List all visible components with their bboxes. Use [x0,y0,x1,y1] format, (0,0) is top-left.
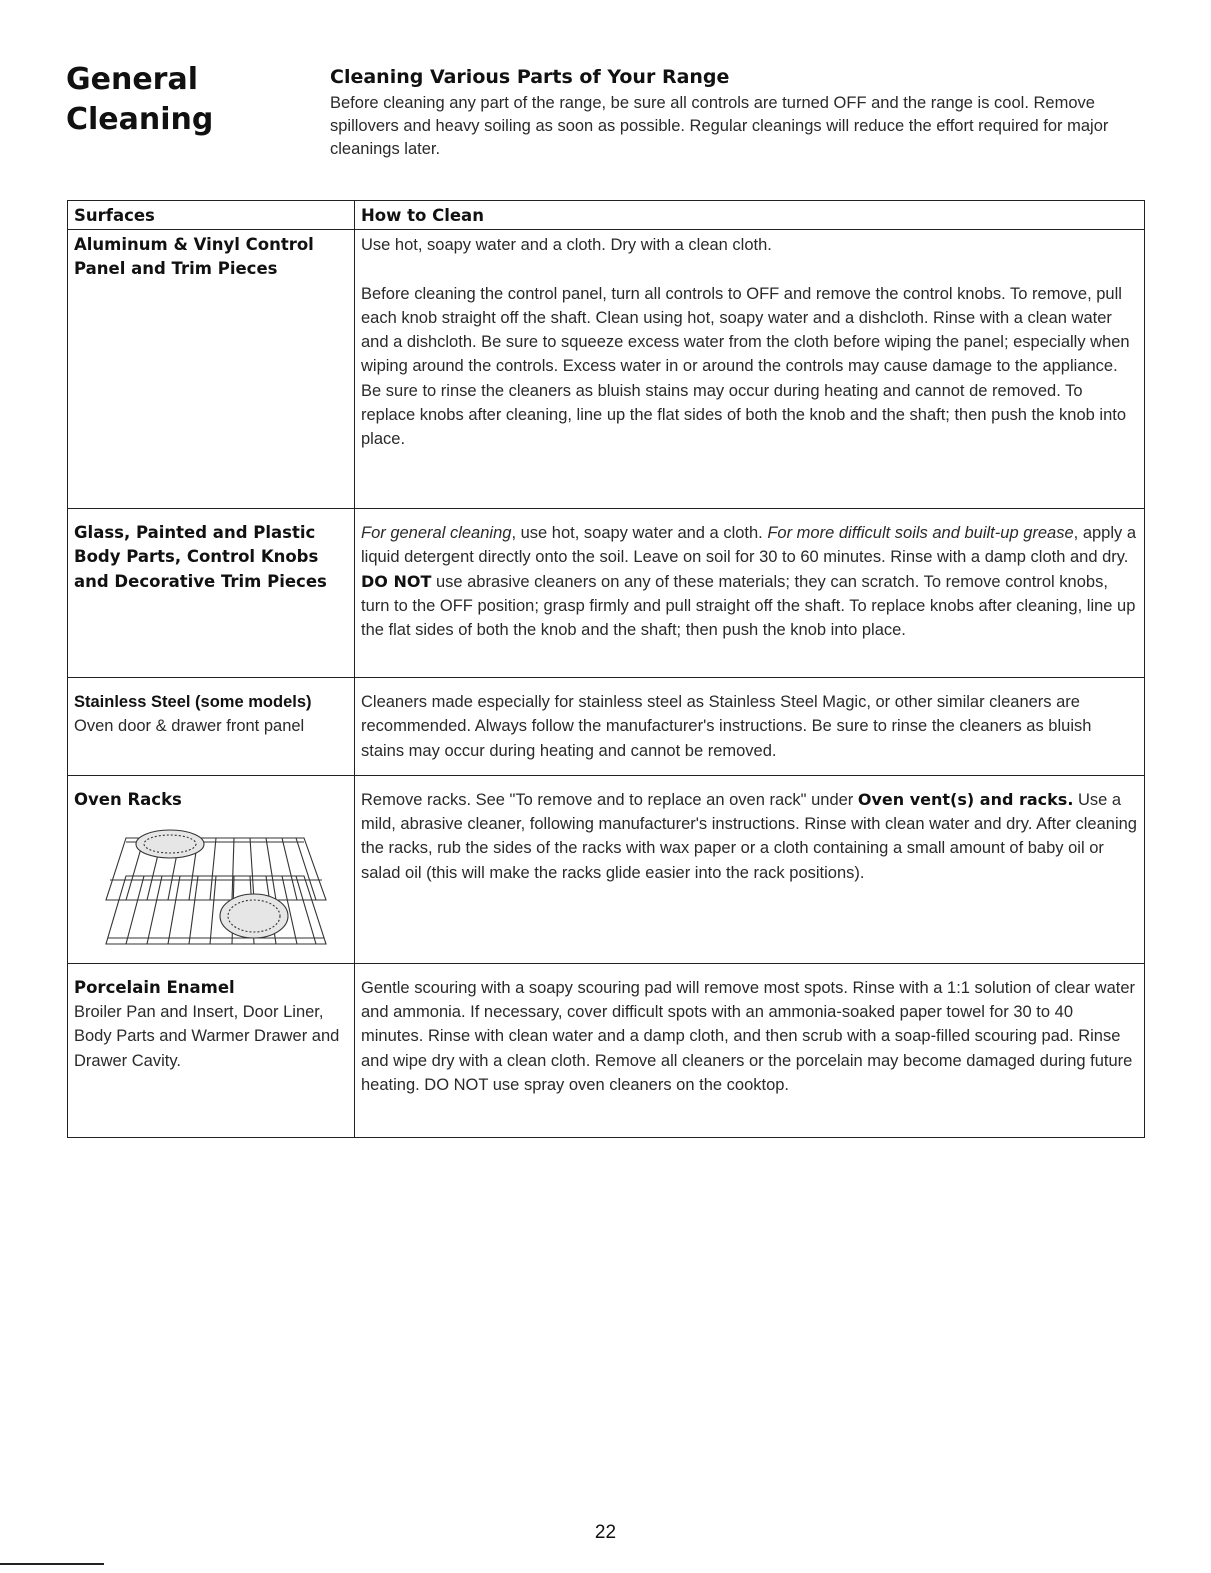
intro-paragraph: Before cleaning any part of the range, be sure all controls are turned OFF and the range is cool. Remove spillovers and heavy soiling as soon as possible. Regular cleanings will reduce the effort required for major cleanings later. [330,94,1109,158]
cleaning-instruction: Before cleaning the control panel, turn all controls to OFF and remove the control knobs. To remove, pull each knob straight off the shaft. Clean using hot, soapy water and a dishcloth. Rinse with a clean water and a dishcloth. Be sure to squeeze excess water from the cloth before wiping the panel; especially when wiping around the controls. Excess water in or around the controls may cause damage to the appliance. Be sure to rinse the cleaners as bluish stains may occur during heating and cannot de removed. To replace knobs after cleaning, line up the flat sides of both the knob and the shaft; then push the knob into place. [361,284,1130,449]
how-to-clean-cell [355,678,1145,776]
header-surfaces: Surfaces [68,201,355,230]
surface-cell [68,230,355,509]
cleaning-instruction [361,788,1138,885]
instruction-text: Use a mild, abrasive cleaner, following manufacturer's instructions. Rinse with clean water and dry. After cleaning the racks, rub the sides of the racks with wax paper or a cloth containing a small amount of baby oil or salad oil (this will make the racks glide easier into the rack positions). [361,790,1137,882]
footer-rule [0,1563,104,1565]
table-row [68,963,1145,1137]
surface-title: Glass, Painted and Plastic Body Parts, Control Knobs and Decorative Trim Pieces [74,523,327,591]
instruction-text: , use hot, soapy water and a cloth. [511,524,768,542]
surface-cell [68,963,355,1137]
page-title-line-1: General [66,62,198,97]
cleaning-instruction: Gentle scouring with a soapy scouring pad will remove most spots. Rinse with a 1:1 solution of clear water and ammonia. If necessary, cover difficult spots with an ammonia-soaked paper towel for 30 to 40 minutes. Rinse with clean water and a damp cloth, and then scrub with a soap-filled scouring pad. Rinse and wipe dry with a clean cloth. Remove all cleaners or the porcelain may become damaged during future heating. DO NOT use spray oven cleaners on the cooktop. [361,978,1136,1095]
surface-cell [68,509,355,678]
page-number: 22 [594,1522,617,1543]
emphasis-text: For general cleaning [361,524,512,542]
how-to-clean-cell [355,509,1145,678]
surface-label [74,690,348,739]
surface-title: Aluminum & Vinyl Control Panel and Trim Pieces [74,235,314,279]
instruction-text: , apply a liquid detergent directly onto the soil. Leave on soil for 30 to 60 minutes. Rinse with a damp cloth and dry. [361,524,1137,567]
surface-title: Porcelain Enamel [74,977,235,997]
cleaning-table [67,200,1145,1138]
reference-text: Oven vent(s) and racks. [857,789,1074,809]
surface-cell [68,775,355,963]
table-row [68,509,1145,678]
instruction-text: use abrasive cleaners on any of these materials; they can scratch. To remove control knobs, turn to the OFF position; grasp firmly and pull straight off the shaft. To replace knobs after cleaning, line up the flat sides of both the knob and the shaft; then push the knob into place. [361,572,1136,640]
table-header-row [68,201,1145,230]
surface-title: Oven Racks [74,789,182,809]
how-to-clean-cell [355,775,1145,963]
oven-racks-illustration [104,820,330,950]
how-to-clean-cell [355,963,1145,1137]
how-to-clean-cell [355,230,1145,509]
page-title-line-2: Cleaning [66,102,214,137]
cleaning-instruction [361,521,1138,642]
table-row [68,678,1145,776]
page-title [66,60,306,140]
section-heading: Cleaning Various Parts of Your Range [330,66,730,88]
intro-section [330,64,1150,161]
header-how-to-clean: How to Clean [355,201,1145,230]
table-row [68,230,1145,509]
surface-cell [68,678,355,776]
warning-text: DO NOT [361,571,432,591]
instruction-text: Remove racks. See "To remove and to replace an oven rack" under [361,790,858,809]
surface-title: Stainless Steel (some models) [74,693,312,711]
cleaning-instruction: Cleaners made especially for stainless steel as Stainless Steel Magic, or other similar cleaners are recommended. Always follow the manufacturer's instructions. Be sure to rinse the cleaners as bluish stains may occur during heating and cannot be removed. [361,693,1092,760]
surface-subtitle: Oven door & drawer front panel [74,717,305,736]
table-row [68,775,1145,963]
emphasis-text: For more difficult soils and built-up grease [767,524,1074,542]
surface-subtitle: Broiler Pan and Insert, Door Liner, Body Parts and Warmer Drawer and Drawer Cavity. [74,1003,340,1070]
cleaning-instruction: Use hot, soapy water and a cloth. Dry with a clean cloth. [361,236,772,254]
